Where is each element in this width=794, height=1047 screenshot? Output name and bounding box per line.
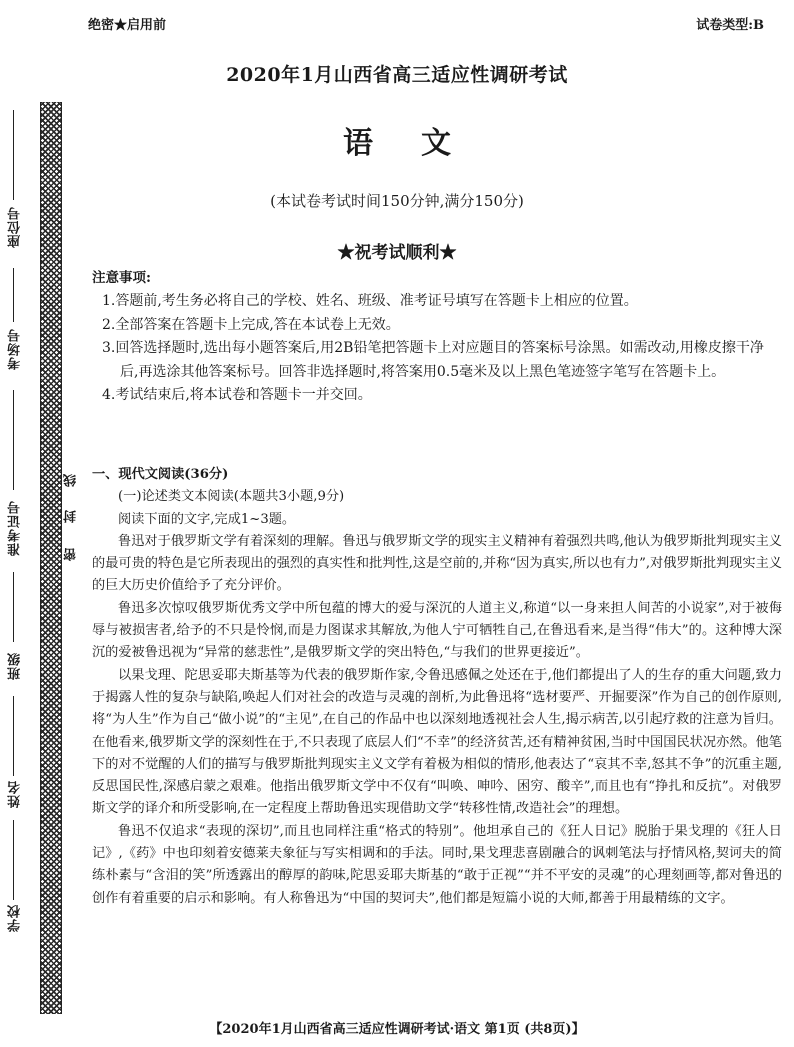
subject-title: 语文: [343, 126, 499, 161]
admission-number-label: 准考证号: [8, 500, 23, 556]
reading-instruction: 阅读下面的文字,完成1~3题。: [118, 511, 296, 527]
section-title: 一、现代文阅读(36分): [92, 467, 229, 482]
passage-paragraph: 鲁迅多次惊叹俄罗斯优秀文学中所包蕴的博大的爱与深沉的人道主义,称道“以一身来担人间苦的小说家”,对于被侮辱与被损害者,给予的不只是怜悯,而是力图谋求其解放,为他人宁可牺牲自己,在鲁迅看来,是当得“伟大”的。这种博大深沉的爱被鲁迅视为“异常的慈悲性”,是俄罗斯文学的突出特色,“与我们的世界更接近”。: [92, 600, 782, 661]
subsection-title: (一)论述类文本阅读(本题共3小题,9分): [118, 489, 345, 505]
secret-mark: 绝密★启用前: [88, 18, 167, 33]
passage-paragraph: 以果戈理、陀思妥耶夫斯基等为代表的俄罗斯作家,令鲁迅感佩之处还在于,他们都提出了人的生存的重大问题,致力于揭露人性的复杂与缺陷,唤起人们对社会的改造与灵魂的剖析,为此鲁迅将“选材要严、开掘要深”作为自己的创作原则,将“为人生”作为自己“做小说”的“主见”,在自己的作品中也以深刻地透视社会人生,揭示病苦,以引起疗救的注意为旨归。在他看来,俄罗斯文学的深刻性在于,不只表现了底层人们“不幸”的经济贫苦,还有精神贫困,当时中国国民状况亦然。他笔下的对不觉醒的人们的描写与俄罗斯批判现实主义文学有着极为相似的情形,他表达了“哀其不幸,怒其不争”的沉重主题,反思国民性,深感启蒙之艰难。他指出俄罗斯文学中不仅有“叫唤、呻吟、困穷、酸辛”,而且也有“挣扎和反抗”。对俄罗斯文学的译介和所受影响,在一定程度上帮助鲁迅实现借助文学“转移性情,改造社会”的理想。: [92, 667, 782, 817]
class-label: 班级: [8, 652, 23, 680]
binding-pattern-strip: [40, 102, 62, 1014]
seal-mark-secret: 密: [64, 548, 79, 561]
notes-title: 注意事项:: [92, 270, 151, 286]
school-label: 学校: [8, 904, 23, 932]
seat-number-label: 座位号: [8, 206, 23, 248]
note-item: 4.考试结束后,将本试卷和答题卡一并交回。: [102, 387, 372, 403]
passage-paragraph: 鲁迅对于俄罗斯文学有着深刻的理解。鲁迅与俄罗斯文学的现实主义精神有着强烈共鸣,他认为俄罗斯批判现实主义的最可贵的特色是它所表现出的强烈的真实性和批判性,这是空前的,并称“因为真实,所以也有力”,对俄罗斯批判现实主义的巨大历史价值给予了充分评价。: [92, 533, 782, 594]
passage-paragraph: 鲁迅不仅追求“表现的深切”,而且也同样注重“格式的特别”。他坦承自己的《狂人日记》脱胎于果戈理的《狂人日记》,《药》中也印刻着安德莱夫象征与写实相调和的手法。同时,果戈理悲喜剧融合的讽刺笔法与抒情风格,契诃夫的简练朴素与“含泪的笑”所透露出的醇厚的韵味,陀思妥耶夫斯基的“敢于正视”“并不平安的灵魂”的心理刻画等,都对鲁迅的创作有着重要的启示和影响。有人称鲁迅为“中国的契诃夫”,他们都是短篇小说的大师,都善于用最精练的文字。: [92, 823, 782, 906]
seal-mark-seal: 封: [64, 510, 79, 523]
fill-line: [13, 110, 14, 200]
binding-info-column: [0, 0, 40, 1047]
duration-note: (本试卷考试时间150分钟,满分150分): [270, 192, 524, 210]
page-footer: 【2020年1月山西省高三适应性调研考试·语文 第1页 (共8页)】: [209, 1022, 585, 1037]
fill-line: [13, 696, 14, 776]
fill-line: [13, 390, 14, 490]
notes-list: [92, 290, 772, 408]
good-luck-banner: ★祝考试顺利★: [337, 243, 457, 263]
note-item: 2.全部答案在答题卡上完成,答在本试卷上无效。: [102, 316, 400, 333]
exam-title: 2020年1月山西省高三适应性调研考试: [226, 64, 568, 86]
paper-type: 试卷类型:B: [696, 18, 764, 33]
fill-line: [13, 820, 14, 900]
seal-mark-line: 线: [64, 474, 79, 487]
note-item: 1.答题前,考生务必将自己的学校、姓名、班级、准考证号填写在答题卡上相应的位置。: [102, 293, 638, 309]
fill-line: [13, 268, 14, 322]
reading-section: [92, 464, 782, 910]
exam-room-label: 考场号: [8, 328, 23, 370]
fill-line: [13, 572, 14, 642]
name-label: 姓名: [8, 780, 23, 808]
note-item: 3.回答选择题时,选出每小题答案后,用2B铅笔把答题卡上对应题目的答案标号涂黑。如需改动,用橡皮擦干净后,再选涂其他答案标号。回答非选择题时,将答案用0.5毫米及以上黑色笔迹签字笔写在答题卡上。: [102, 340, 764, 380]
